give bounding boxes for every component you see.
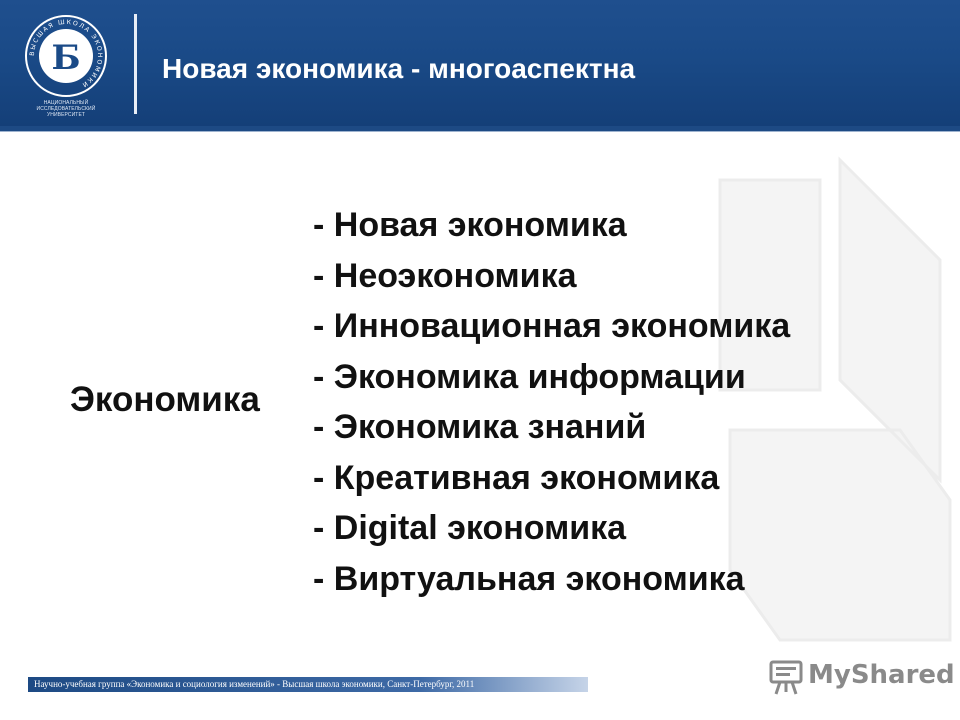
header-divider — [134, 14, 137, 114]
logo-caption: НАЦИОНАЛЬНЫЙ ИССЛЕДОВАТЕЛЬСКИЙ УНИВЕРСИТЕТ — [36, 100, 96, 118]
logo-monogram: Б — [51, 38, 81, 78]
list-item: - Digital экономика — [313, 509, 627, 547]
category-label: Экономика — [70, 380, 260, 419]
list-item: - Экономика информации — [313, 357, 746, 396]
list-item: - Неоэкономика — [313, 256, 577, 295]
presentation-board-icon — [768, 656, 804, 696]
hse-logo — [18, 12, 114, 116]
list-item: - Новая экономика — [313, 206, 627, 244]
mysharedbrand-link[interactable]: MyShared — [808, 660, 955, 690]
hse-logo-icon — [18, 12, 114, 100]
header-bar — [0, 0, 960, 126]
list-item: - Креативная экономика — [313, 458, 720, 497]
footer-caption: Научно-учебная группа «Экономика и социология изменений» - Высшая школа экономики, Санкт-Петербург, 2011 — [34, 679, 475, 689]
economy-types-list — [313, 200, 933, 604]
header-underline — [0, 126, 960, 132]
list-item: - Виртуальная экономика — [313, 559, 745, 598]
logo-ring-text: ВЫСШАЯ ШКОЛА ЭКОНОМИКИ — [28, 18, 104, 89]
page-title: Новая экономика - многоаспектна — [162, 53, 636, 84]
list-item: - Экономика знаний — [313, 408, 647, 446]
list-item: - Инновационная экономика — [313, 307, 791, 345]
